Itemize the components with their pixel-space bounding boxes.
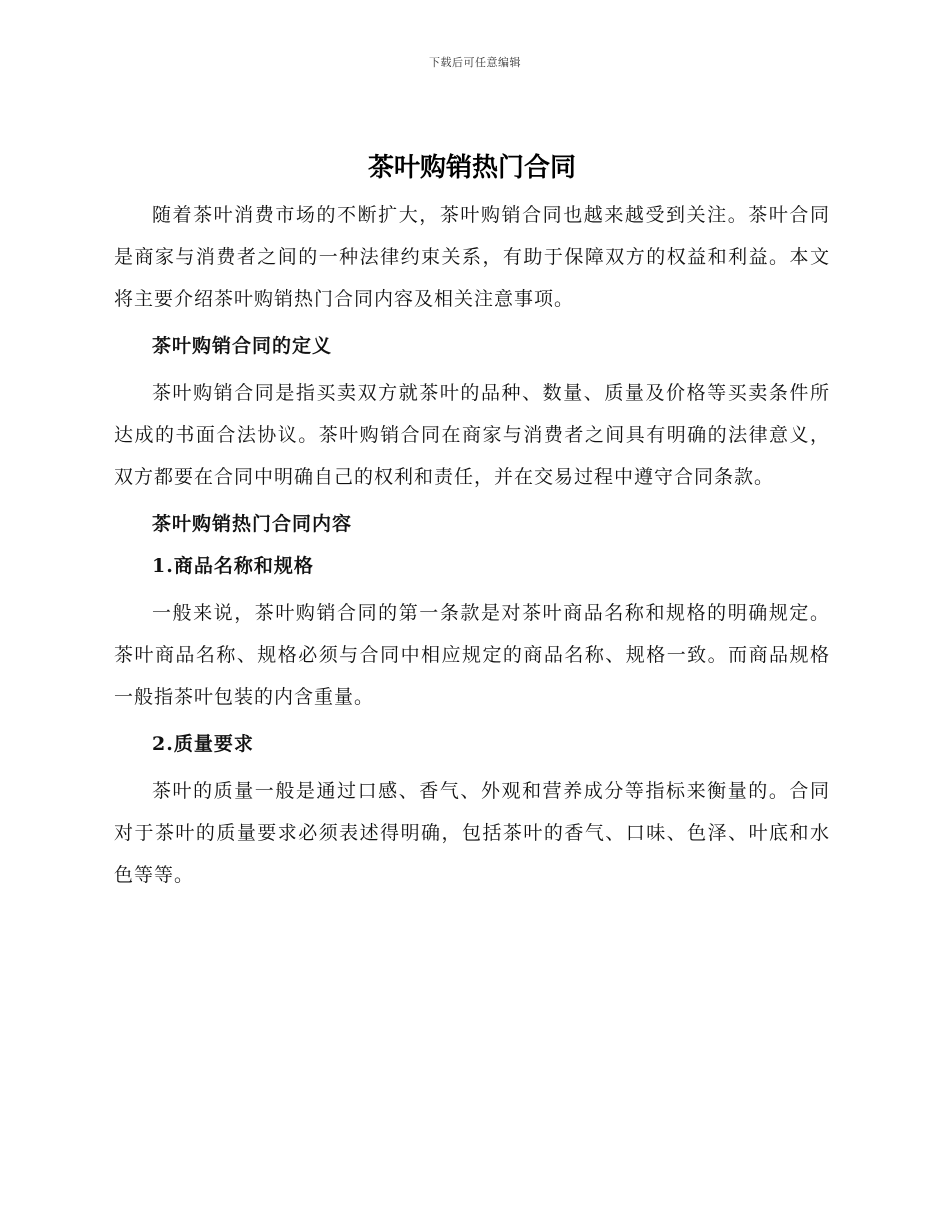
name-spec-paragraph: 一般来说，茶叶购销合同的第一条款是对茶叶商品名称和规格的明确规定。茶叶商品名称、规格必须与合同中相应规定的商品名称、规格一致。而商品规格一般指茶叶包装的内含重量。	[114, 602, 830, 708]
item-heading-name-spec: 1.商品名称和规格	[152, 555, 314, 577]
document-body	[114, 146, 830, 896]
quality-paragraph: 茶叶的质量一般是通过口感、香气、外观和营养成分等指标来衡量的。合同对于茶叶的质量要求必须表述得明确，包括茶叶的香气、口味、色泽、叶底和水色等等。	[114, 780, 830, 886]
header-note: 下载后可任意编辑	[429, 56, 521, 69]
item-heading-quality: 2.质量要求	[152, 733, 254, 755]
intro-paragraph: 随着茶叶消费市场的不断扩大，茶叶购销合同也越来越受到关注。茶叶合同是商家与消费者之间的一种法律约束关系，有助于保障双方的权益和利益。本文将主要介绍茶叶购销热门合同内容及相关注意事项。	[114, 204, 830, 310]
document-title: 茶叶购销热门合同	[367, 153, 576, 183]
section-heading-content: 茶叶购销热门合同内容	[152, 513, 353, 535]
section-heading-definition: 茶叶购销合同的定义	[152, 335, 333, 357]
definition-paragraph: 茶叶购销合同是指买卖双方就茶叶的品种、数量、质量及价格等买卖条件所达成的书面合法协议。茶叶购销合同在商家与消费者之间具有明确的法律意义，双方都要在合同中明确自己的权利和责任，并在交易过程中遵守合同条款。	[114, 382, 830, 488]
